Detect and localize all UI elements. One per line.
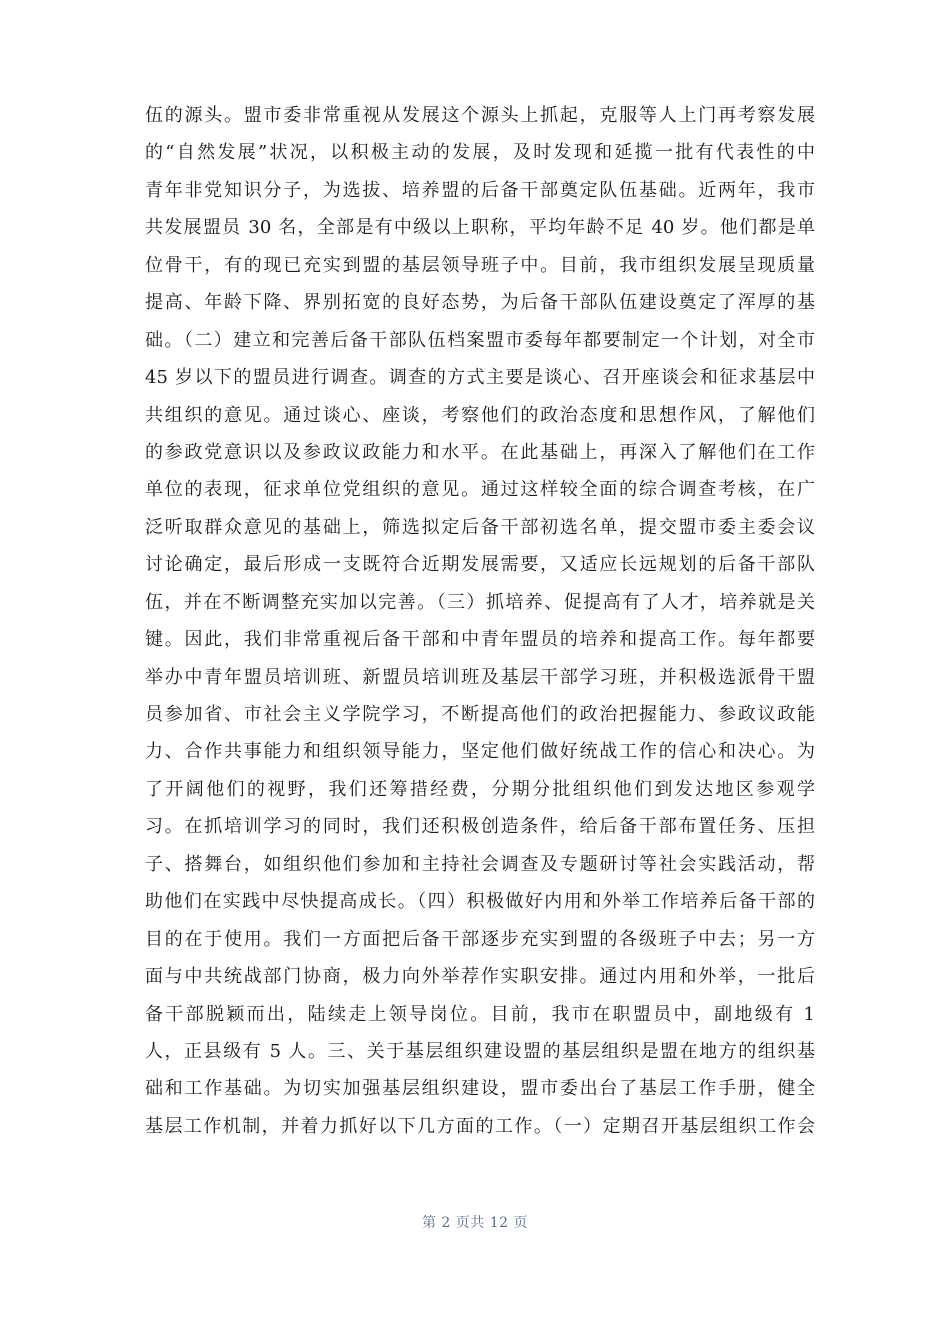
text-line: 提高、年龄下降、界别拓宽的良好态势，为后备干部队伍建设奠定了浑厚的基	[145, 292, 815, 314]
page-number: 第 2 页共 12 页	[421, 1215, 529, 1231]
text-line: 的“自然发展”状况，以积极主动的发展，及时发现和延揽一批有代表性的中	[145, 142, 815, 164]
text-line: 讨论确定，最后形成一支既符合近期发展需要，又适应长远规划的后备干部队	[145, 554, 815, 576]
text-line: 单位的表现，征求单位党组织的意见。通过这样较全面的综合调查考核，在广	[145, 479, 815, 501]
text-line: 青年非党知识分子，为选拔、培养盟的后备干部奠定队伍基础。近两年，我市	[145, 179, 815, 201]
text-line: 伍的源头。盟市委非常重视从发展这个源头上抓起，克服等人上门再考察发展	[145, 105, 815, 126]
text-line: 力、合作共事能力和组织领导能力，坚定他们做好统战工作的信心和决心。为	[145, 741, 815, 763]
text-line: 键。因此，我们非常重视后备干部和中青年盟员的培养和提高工作。每年都要	[145, 629, 815, 651]
text-line: 基层工作机制，并着力抓好以下几方面的工作。（一）定期召开基层组织工作会	[145, 1115, 815, 1137]
text-line: 面与中共统战部门协商，极力向外举荐作实职安排。通过内用和外举，一批后	[145, 966, 815, 988]
text-line: 习。在抓培训学习的同时，我们还积极创造条件，给后备干部布置任务、压担	[145, 816, 815, 838]
text-line: 目的在于使用。我们一方面把后备干部逐步充实到盟的各级班子中去；另一方	[145, 928, 815, 950]
text-line: 的参政党意识以及参政议政能力和水平。在此基础上，再深入了解他们在工作	[145, 441, 815, 463]
text-line: 人，正县级有 5 人。三、关于基层组织建设盟的基层组织是盟在地方的组织基	[145, 1040, 815, 1062]
text-line: 45 岁以下的盟员进行调查。调查的方式主要是谈心、召开座谈会和征求基层中	[145, 367, 815, 389]
text-line: 础和工作基础。为切实加强基层组织建设，盟市委出台了基层工作手册，健全	[145, 1078, 815, 1100]
text-line: 员参加省、市社会主义学院学习，不断提高他们的政治把握能力、参政议政能	[145, 704, 815, 725]
text-line: 础。（二）建立和完善后备干部队伍档案盟市委每年都要制定一个计划，对全市	[145, 329, 815, 351]
text-line: 伍，并在不断调整充实加以完善。（三）抓培养、促提高有了人才，培养就是关	[145, 591, 815, 613]
text-line: 了开阔他们的视野，我们还筹措经费，分期分批组织他们到发达地区参观学	[145, 778, 815, 800]
text-line: 助他们在实践中尽快提高成长。（四）积极做好内用和外举工作培养后备干部的	[145, 891, 815, 913]
text-line: 备干部脱颖而出，陆续走上领导岗位。目前，我市在职盟员中，副地级有 1	[145, 1003, 815, 1025]
text-line: 举办中青年盟员培训班、新盟员培训班及基层干部学习班，并积极选派骨干盟	[145, 666, 815, 688]
text-line: 共发展盟员 30 名，全部是有中级以上职称，平均年龄不足 40 岁。他们都是单	[145, 217, 815, 239]
document-body	[145, 97, 815, 1145]
text-line: 泛听取群众意见的基础上，筛选拟定后备干部初选名单，提交盟市委主委会议	[145, 516, 815, 538]
text-line: 共组织的意见。通过谈心、座谈，考察他们的政治态度和思想作风，了解他们	[145, 404, 815, 426]
text-line: 位骨干，有的现已充实到盟的基层领导班子中。目前，我市组织发展呈现质量	[145, 254, 815, 276]
text-line: 子、搭舞台，如组织他们参加和主持社会调查及专题研讨等社会实践活动，帮	[145, 853, 815, 875]
